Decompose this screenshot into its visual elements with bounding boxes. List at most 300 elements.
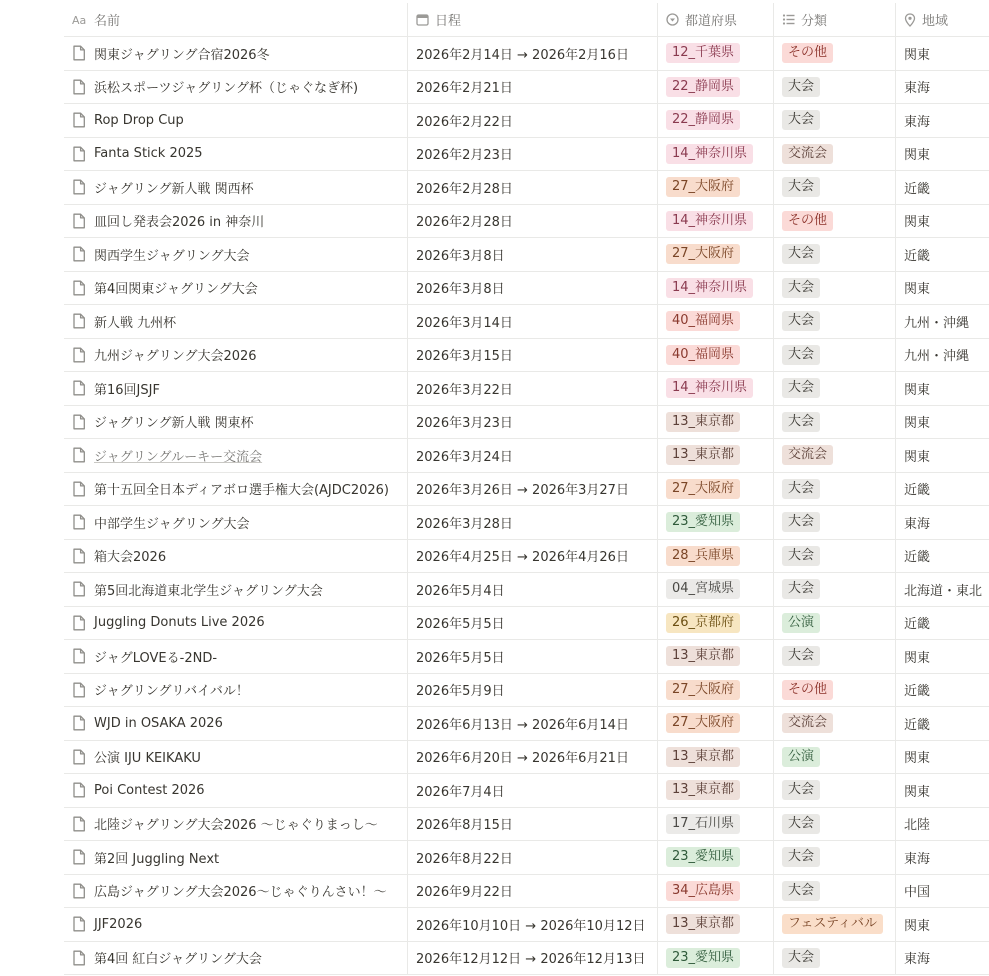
cell-category[interactable] (774, 774, 896, 807)
cell-region[interactable] (896, 875, 989, 908)
select-property-icon (666, 13, 679, 26)
table-row[interactable] (64, 305, 989, 339)
row-date: 2026年6月13日 → 2026年6月14日 (416, 717, 629, 733)
cell-category[interactable] (774, 406, 896, 439)
cell-date[interactable] (408, 741, 658, 774)
cell-category[interactable] (774, 372, 896, 405)
cell-prefecture[interactable] (658, 540, 774, 573)
cell-category[interactable] (774, 339, 896, 372)
category-tag: 大会 (782, 948, 820, 968)
row-date: 2026年6月20日 → 2026年6月21日 (416, 751, 629, 767)
cell-date[interactable] (408, 674, 658, 707)
table-row[interactable] (64, 138, 989, 172)
cell-name[interactable] (64, 908, 408, 941)
prefecture-tag: 40_福岡県 (666, 311, 740, 331)
page-icon (72, 883, 86, 899)
cell-region[interactable] (896, 707, 989, 740)
cell-date[interactable] (408, 640, 658, 673)
cell-prefecture[interactable] (658, 372, 774, 405)
cell-region[interactable] (896, 607, 989, 640)
page-icon (72, 213, 86, 229)
cell-name[interactable] (64, 808, 408, 841)
row-date: 2026年3月24日 (416, 449, 513, 465)
row-title[interactable]: 広島ジャグリング大会2026〜じゃぐりんさい！〜 (94, 885, 387, 901)
category-tag: 交流会 (782, 144, 833, 164)
table-row[interactable] (64, 506, 989, 540)
cell-date[interactable] (408, 104, 658, 137)
category-tag: 大会 (782, 881, 820, 901)
table-row[interactable] (64, 205, 989, 239)
category-tag: フェスティバル (782, 914, 883, 934)
cell-date[interactable] (408, 473, 658, 506)
row-title[interactable]: 第5回北海道東北学生ジャグリング大会 (94, 583, 323, 599)
cell-name[interactable] (64, 540, 408, 573)
cell-category[interactable] (774, 138, 896, 171)
cell-category[interactable] (774, 908, 896, 941)
cell-region[interactable] (896, 741, 989, 774)
page-icon (72, 782, 86, 798)
cell-date[interactable] (408, 439, 658, 472)
cell-date[interactable] (408, 138, 658, 171)
cell-name[interactable] (64, 138, 408, 171)
row-date: 2026年9月22日 (416, 885, 513, 901)
cell-prefecture[interactable] (658, 573, 774, 606)
page-icon (72, 682, 86, 698)
column-header-category[interactable] (774, 3, 896, 36)
cell-category[interactable] (774, 439, 896, 472)
category-tag: 大会 (782, 345, 820, 365)
row-region: 近畿 (904, 717, 931, 733)
cell-date[interactable] (408, 808, 658, 841)
cell-name[interactable] (64, 473, 408, 506)
row-date: 2026年5月4日 (416, 583, 505, 599)
cell-region[interactable] (896, 138, 989, 171)
cell-prefecture[interactable] (658, 640, 774, 673)
row-title[interactable]: 中部学生ジャグリング大会 (94, 516, 250, 532)
table-row[interactable] (64, 272, 989, 306)
page-icon (72, 950, 86, 966)
cell-region[interactable] (896, 372, 989, 405)
cell-category[interactable] (774, 238, 896, 271)
cell-name[interactable] (64, 37, 408, 70)
row-region: 関東 (904, 784, 931, 800)
row-region: 関東 (904, 382, 931, 398)
location-pin-icon (904, 13, 916, 27)
cell-prefecture[interactable] (658, 808, 774, 841)
cell-category[interactable] (774, 205, 896, 238)
cell-region[interactable] (896, 808, 989, 841)
cell-region[interactable] (896, 439, 989, 472)
page-icon (72, 481, 86, 497)
cell-date[interactable] (408, 205, 658, 238)
cell-category[interactable] (774, 875, 896, 908)
cell-name[interactable] (64, 506, 408, 539)
cell-region[interactable] (896, 71, 989, 104)
table-row[interactable] (64, 238, 989, 272)
table-row[interactable] (64, 908, 989, 942)
column-header-label: 名前 (94, 14, 121, 29)
category-tag: その他 (782, 680, 833, 700)
cell-category[interactable] (774, 71, 896, 104)
page-icon (72, 816, 86, 832)
category-tag: 交流会 (782, 713, 833, 733)
cell-name[interactable] (64, 674, 408, 707)
cell-prefecture[interactable] (658, 71, 774, 104)
cell-date[interactable] (408, 339, 658, 372)
table-row[interactable] (64, 808, 989, 842)
row-title[interactable]: 第十五回全日本ディアボロ選手権大会(AJDC2026) (94, 483, 390, 499)
row-title[interactable]: 関西学生ジャグリング大会 (94, 248, 250, 264)
category-tag: 大会 (782, 177, 820, 197)
table-row[interactable] (64, 573, 989, 607)
row-region: 近畿 (904, 483, 931, 499)
row-title[interactable]: Rop Drop Cup (94, 112, 184, 128)
table-row[interactable] (64, 841, 989, 875)
row-title[interactable]: 九州ジャグリング大会2026 (94, 349, 257, 365)
row-title[interactable]: 浜松スポーツジャグリング杯（じゃぐなぎ杯) (94, 81, 359, 97)
cell-category[interactable] (774, 942, 896, 975)
cell-name[interactable] (64, 71, 408, 104)
page-icon (72, 347, 86, 363)
category-tag: 公演 (782, 613, 820, 633)
cell-date[interactable] (408, 406, 658, 439)
row-region: 東海 (904, 81, 931, 97)
text-property-icon (72, 14, 88, 26)
cell-date[interactable] (408, 908, 658, 941)
cell-date[interactable] (408, 841, 658, 874)
row-title[interactable]: 北陸ジャグリング大会2026 〜じゃぐりまっし〜 (94, 818, 378, 834)
cell-prefecture[interactable] (658, 506, 774, 539)
cell-name[interactable] (64, 439, 408, 472)
category-tag: 大会 (782, 479, 820, 499)
cell-name[interactable] (64, 942, 408, 975)
cell-region[interactable] (896, 540, 989, 573)
row-title[interactable]: 新人戦 九州杯 (94, 315, 177, 331)
row-title[interactable]: 第4回 紅白ジャグリング大会 (94, 952, 262, 968)
column-header-region[interactable] (896, 3, 989, 36)
category-tag: 大会 (782, 278, 820, 298)
table-row[interactable] (64, 774, 989, 808)
cell-name[interactable] (64, 372, 408, 405)
row-date: 2026年8月15日 (416, 818, 513, 834)
row-date: 2026年8月22日 (416, 851, 513, 867)
row-date: 2026年3月23日 (416, 416, 513, 432)
category-tag: 大会 (782, 412, 820, 432)
cell-region[interactable] (896, 37, 989, 70)
cell-region[interactable] (896, 104, 989, 137)
cell-date[interactable] (408, 37, 658, 70)
row-date: 2026年4月25日 → 2026年4月26日 (416, 550, 629, 566)
cell-name[interactable] (64, 573, 408, 606)
row-region: 関東 (904, 751, 931, 767)
prefecture-tag: 14_神奈川県 (666, 211, 753, 231)
row-region: 九州・沖縄 (904, 349, 970, 365)
table-row[interactable] (64, 607, 989, 641)
cell-category[interactable] (774, 305, 896, 338)
row-title[interactable]: ジャグLOVEる-2ND- (94, 650, 218, 666)
cell-name[interactable] (64, 305, 408, 338)
prefecture-tag: 23_愛知県 (666, 948, 740, 968)
row-date: 2026年2月21日 (416, 81, 513, 97)
cell-prefecture[interactable] (658, 707, 774, 740)
cell-prefecture[interactable] (658, 305, 774, 338)
row-title[interactable]: Poi Contest 2026 (94, 782, 205, 798)
cell-date[interactable] (408, 171, 658, 204)
cell-date[interactable] (408, 607, 658, 640)
category-tag: その他 (782, 211, 833, 231)
row-title[interactable]: 第2回 Juggling Next (94, 851, 220, 867)
row-region: 九州・沖縄 (904, 315, 970, 331)
cell-prefecture[interactable] (658, 406, 774, 439)
cell-prefecture[interactable] (658, 272, 774, 305)
cell-name[interactable] (64, 607, 408, 640)
prefecture-tag: 14_神奈川県 (666, 144, 753, 164)
cell-region[interactable] (896, 841, 989, 874)
cell-date[interactable] (408, 875, 658, 908)
column-header-date[interactable] (408, 3, 658, 36)
cell-date[interactable] (408, 305, 658, 338)
cell-date[interactable] (408, 272, 658, 305)
cell-region[interactable] (896, 942, 989, 975)
table-row[interactable] (64, 37, 989, 71)
row-title[interactable]: ジャグリング新人戦 関東杯 (94, 416, 254, 432)
cell-date[interactable] (408, 238, 658, 271)
cell-region[interactable] (896, 506, 989, 539)
cell-prefecture[interactable] (658, 473, 774, 506)
cell-date[interactable] (408, 707, 658, 740)
page-icon (72, 179, 86, 195)
cell-category[interactable] (774, 640, 896, 673)
cell-name[interactable] (64, 406, 408, 439)
cell-prefecture[interactable] (658, 942, 774, 975)
cell-category[interactable] (774, 808, 896, 841)
multi-select-icon (782, 13, 795, 26)
row-date: 2026年2月22日 (416, 114, 513, 130)
column-header-label: 分類 (801, 14, 828, 29)
cell-region[interactable] (896, 171, 989, 204)
row-date: 2026年5月5日 (416, 617, 505, 633)
cell-name[interactable] (64, 238, 408, 271)
cell-date[interactable] (408, 71, 658, 104)
row-date: 2026年2月23日 (416, 148, 513, 164)
cell-prefecture[interactable] (658, 339, 774, 372)
column-header-label: 日程 (435, 14, 462, 29)
column-header-name[interactable] (64, 3, 408, 36)
cell-region[interactable] (896, 573, 989, 606)
row-title[interactable]: ジャグリング新人戦 関西杯 (94, 181, 254, 197)
row-date: 2026年2月28日 (416, 215, 513, 231)
cell-name[interactable] (64, 640, 408, 673)
cell-date[interactable] (408, 540, 658, 573)
table-row[interactable] (64, 171, 989, 205)
row-title[interactable]: 箱大会2026 (94, 550, 167, 566)
svg-text:Aa: Aa (72, 13, 87, 26)
cell-region[interactable] (896, 640, 989, 673)
prefecture-tag: 13_東京都 (666, 780, 740, 800)
cell-region[interactable] (896, 774, 989, 807)
row-region: 関東 (904, 650, 931, 666)
cell-category[interactable] (774, 37, 896, 70)
page-icon (72, 849, 86, 865)
cell-prefecture[interactable] (658, 908, 774, 941)
row-date: 2026年3月8日 (416, 282, 505, 298)
row-date: 2026年3月14日 (416, 315, 513, 331)
row-title[interactable]: ジャグリングリバイバル！ (94, 684, 249, 700)
cell-region[interactable] (896, 406, 989, 439)
prefecture-tag: 22_静岡県 (666, 77, 740, 97)
cell-date[interactable] (408, 372, 658, 405)
cell-date[interactable] (408, 942, 658, 975)
category-tag: 交流会 (782, 445, 833, 465)
row-date: 2026年3月8日 (416, 248, 505, 264)
table-row[interactable] (64, 640, 989, 674)
row-title[interactable]: JJF2026 (94, 916, 143, 932)
cell-name[interactable] (64, 741, 408, 774)
table-row[interactable] (64, 473, 989, 507)
cell-prefecture[interactable] (658, 171, 774, 204)
cell-name[interactable] (64, 875, 408, 908)
page-icon (72, 581, 86, 597)
cell-category[interactable] (774, 674, 896, 707)
cell-name[interactable] (64, 841, 408, 874)
cell-name[interactable] (64, 774, 408, 807)
cell-region[interactable] (896, 908, 989, 941)
cell-date[interactable] (408, 774, 658, 807)
row-date: 2026年3月22日 (416, 382, 513, 398)
page-icon (72, 280, 86, 296)
cell-date[interactable] (408, 506, 658, 539)
cell-category[interactable] (774, 473, 896, 506)
prefecture-tag: 27_大阪府 (666, 680, 740, 700)
table-row[interactable] (64, 439, 989, 473)
prefecture-tag: 28_兵庫県 (666, 546, 740, 566)
cell-region[interactable] (896, 205, 989, 238)
table-row[interactable] (64, 942, 989, 976)
prefecture-tag: 13_東京都 (666, 646, 740, 666)
cell-name[interactable] (64, 171, 408, 204)
cell-prefecture[interactable] (658, 138, 774, 171)
prefecture-tag: 13_東京都 (666, 747, 740, 767)
prefecture-tag: 22_静岡県 (666, 110, 740, 130)
row-region: 近畿 (904, 550, 931, 566)
row-region: 関東 (904, 282, 931, 298)
category-tag: 大会 (782, 77, 820, 97)
cell-category[interactable] (774, 171, 896, 204)
row-title[interactable]: 公演 IJU KEIKAKU (94, 751, 201, 767)
page-icon (72, 380, 86, 396)
cell-category[interactable] (774, 841, 896, 874)
row-region: 近畿 (904, 617, 931, 633)
column-header-prefecture[interactable] (658, 3, 774, 36)
table-row[interactable] (64, 104, 989, 138)
cell-name[interactable] (64, 272, 408, 305)
page-icon (72, 514, 86, 530)
cell-prefecture[interactable] (658, 607, 774, 640)
cell-date[interactable] (408, 573, 658, 606)
cell-region[interactable] (896, 238, 989, 271)
table-row[interactable] (64, 71, 989, 105)
table-row[interactable] (64, 707, 989, 741)
cell-region[interactable] (896, 305, 989, 338)
table-row[interactable] (64, 875, 989, 909)
prefecture-tag: 34_広島県 (666, 881, 740, 901)
cell-category[interactable] (774, 741, 896, 774)
prefecture-tag: 17_石川県 (666, 814, 740, 834)
row-region: 北陸 (904, 818, 931, 834)
prefecture-tag: 14_神奈川県 (666, 378, 753, 398)
cell-name[interactable] (64, 339, 408, 372)
cell-region[interactable] (896, 473, 989, 506)
table-row[interactable] (64, 741, 989, 775)
cell-category[interactable] (774, 707, 896, 740)
cell-region[interactable] (896, 272, 989, 305)
cell-prefecture[interactable] (658, 841, 774, 874)
table-row[interactable] (64, 339, 989, 373)
cell-prefecture[interactable] (658, 37, 774, 70)
category-tag: 大会 (782, 512, 820, 532)
row-title[interactable]: 第4回関東ジャグリング大会 (94, 282, 258, 298)
row-date: 2026年10月10日 → 2026年10月12日 (416, 918, 646, 934)
table-body (64, 37, 989, 975)
database-table (64, 3, 989, 975)
cell-category[interactable] (774, 506, 896, 539)
cell-region[interactable] (896, 339, 989, 372)
cell-prefecture[interactable] (658, 674, 774, 707)
cell-region[interactable] (896, 674, 989, 707)
cell-category[interactable] (774, 607, 896, 640)
cell-prefecture[interactable] (658, 439, 774, 472)
row-title[interactable]: 関東ジャグリング合宿2026冬 (94, 47, 270, 63)
cell-prefecture[interactable] (658, 205, 774, 238)
cell-prefecture[interactable] (658, 774, 774, 807)
table-row[interactable] (64, 674, 989, 708)
row-title[interactable]: WJD in OSAKA 2026 (94, 715, 223, 731)
row-date: 2026年7月4日 (416, 784, 505, 800)
row-title[interactable]: Juggling Donuts Live 2026 (94, 615, 265, 631)
cell-category[interactable] (774, 104, 896, 137)
cell-prefecture[interactable] (658, 238, 774, 271)
row-title[interactable]: 皿回し発表会2026 in 神奈川 (94, 215, 265, 231)
table-header (64, 3, 989, 37)
row-title[interactable]: 第16回JSJF (94, 382, 160, 398)
cell-name[interactable] (64, 707, 408, 740)
row-title[interactable]: Fanta Stick 2025 (94, 146, 203, 162)
row-date: 2026年3月15日 (416, 349, 513, 365)
cell-category[interactable] (774, 573, 896, 606)
prefecture-tag: 04_宮城県 (666, 579, 740, 599)
prefecture-tag: 12_千葉県 (666, 43, 740, 63)
cell-name[interactable] (64, 205, 408, 238)
category-tag: 大会 (782, 110, 820, 130)
cell-prefecture[interactable] (658, 104, 774, 137)
prefecture-tag: 27_大阪府 (666, 479, 740, 499)
category-tag: 大会 (782, 378, 820, 398)
cell-category[interactable] (774, 272, 896, 305)
cell-category[interactable] (774, 540, 896, 573)
row-title[interactable]: ジャグリングルーキー交流会 (94, 449, 263, 465)
cell-prefecture[interactable] (658, 875, 774, 908)
table-row[interactable] (64, 406, 989, 440)
row-date: 2026年3月26日 → 2026年3月27日 (416, 483, 629, 499)
page-icon (72, 414, 86, 430)
page-icon (72, 112, 86, 128)
row-region: 関東 (904, 47, 931, 63)
table-row[interactable] (64, 372, 989, 406)
page-icon (72, 246, 86, 262)
table-row[interactable] (64, 540, 989, 574)
cell-name[interactable] (64, 104, 408, 137)
cell-prefecture[interactable] (658, 741, 774, 774)
